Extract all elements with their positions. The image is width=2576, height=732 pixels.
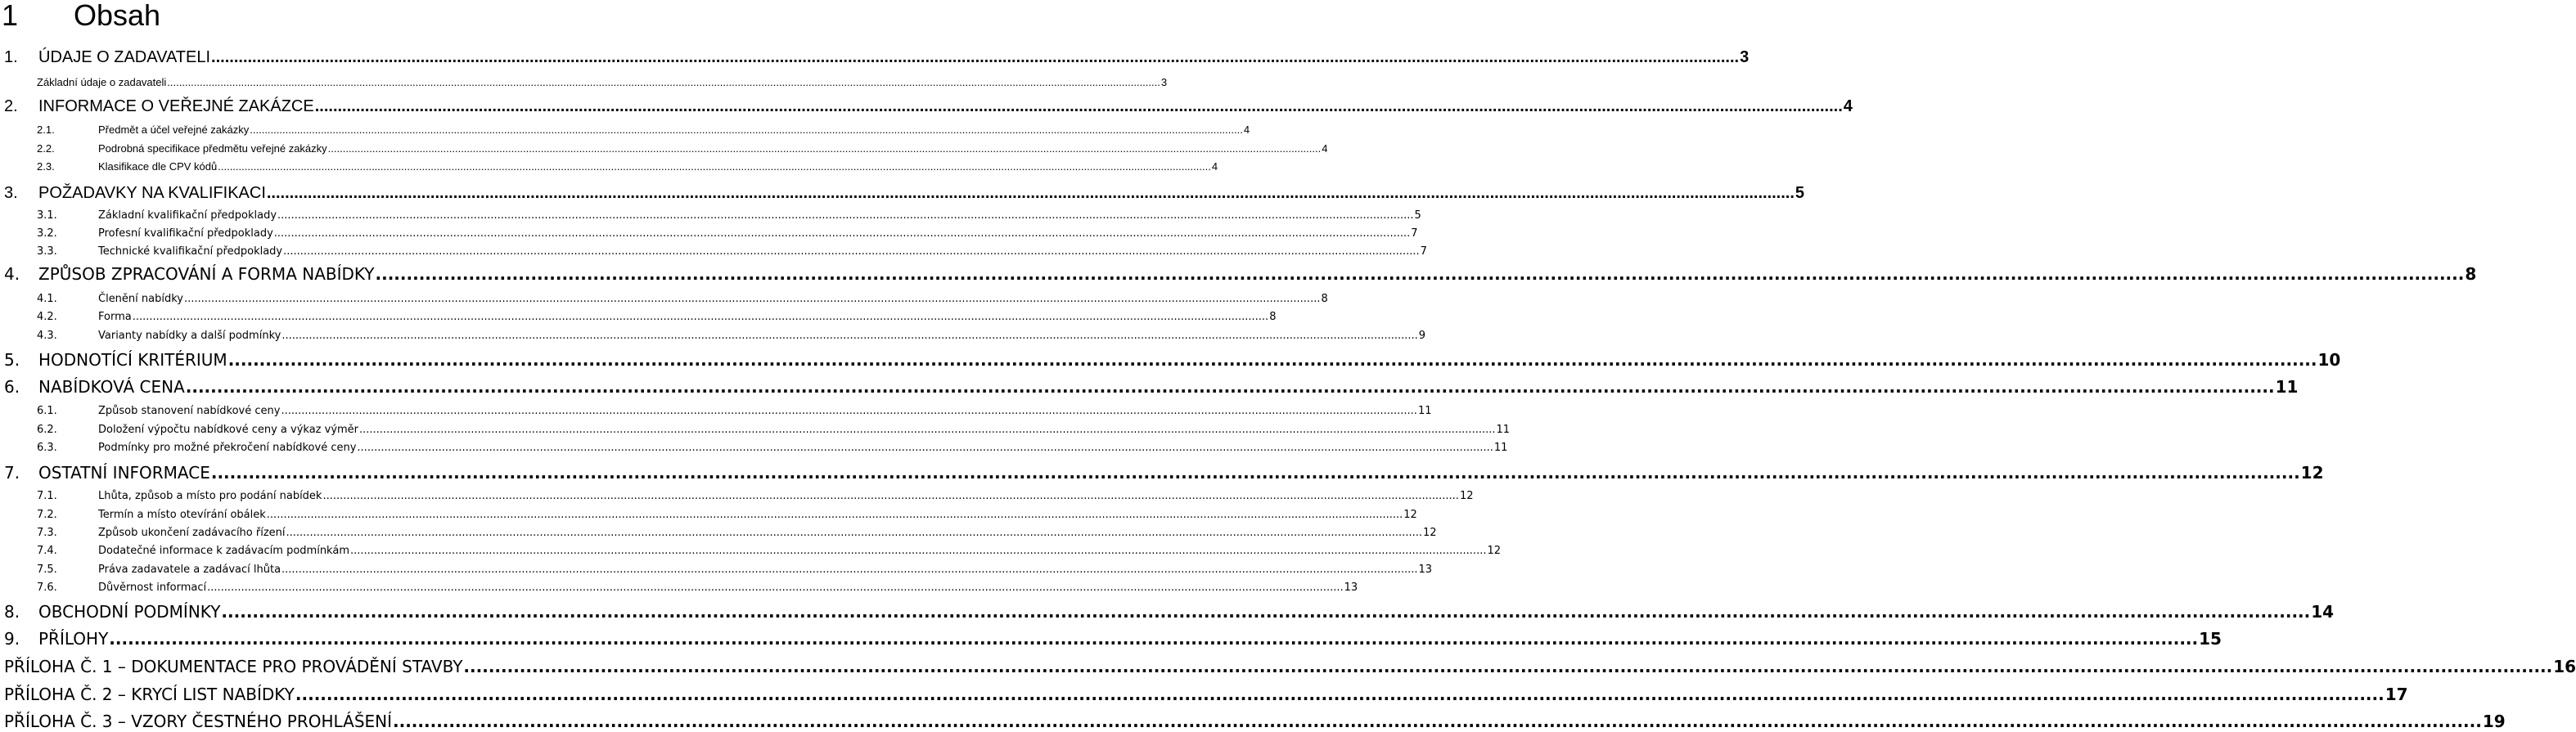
toc-entry-page: 11	[2275, 377, 2299, 397]
toc-entry-title: ÚDAJE O ZADAVATELI	[38, 48, 211, 66]
toc-entry[interactable]	[37, 581, 1358, 595]
toc-entry-page: 12	[1487, 545, 1502, 557]
toc-entry-page: 12	[1403, 509, 1417, 521]
toc-leader-dots	[221, 601, 2310, 622]
toc-entry-title: Podmínky pro možné překročení nabídkové ceny	[98, 442, 357, 454]
toc-entry-page: 7	[1420, 245, 1427, 258]
toc-leader-dots	[393, 711, 2482, 732]
toc-entry-number: 8.	[4, 602, 20, 622]
toc-entry-title: ZPŮSOB ZPRACOVÁNÍ A FORMA NABÍDKY	[38, 264, 375, 284]
toc-entry-page: 5	[1414, 209, 1421, 222]
toc-entry-number: 6.3.	[37, 442, 57, 454]
toc-leader-dots	[186, 376, 2275, 397]
toc-entry-page: 19	[2482, 712, 2506, 731]
toc-leader-dots	[281, 329, 1417, 344]
toc-leader-dots	[133, 310, 1268, 325]
toc-entry[interactable]	[37, 329, 1426, 344]
toc-entry-title: PŘÍLOHA Č. 1 – DOKUMENTACE PRO PROVÁDĚNÍ STAVBY	[4, 657, 463, 676]
toc-entry-page: 12	[1422, 527, 1437, 539]
toc-leader-dots	[228, 349, 2317, 370]
toc-entry[interactable]	[37, 209, 1421, 223]
toc-entry-number: 2.2.	[37, 142, 55, 155]
toc-entry[interactable]	[37, 404, 1432, 419]
toc-entry-page: 17	[2385, 685, 2408, 704]
toc-entry-page: 14	[2311, 602, 2335, 622]
toc-entry-title: OSTATNÍ INFORMACE	[38, 463, 210, 483]
toc-entry-page: 13	[1344, 582, 1358, 594]
toc-entry-number: 6.	[4, 377, 20, 397]
toc-entry-number: 7.3.	[37, 527, 57, 539]
toc-entry-title: Technické kvalifikační předpoklady	[98, 245, 283, 258]
toc-leader-dots	[357, 441, 1493, 456]
toc-entry-page: 11	[1493, 442, 1508, 454]
toc-entry-number: 7.1.	[37, 490, 57, 502]
toc-leader-dots	[109, 628, 2198, 649]
toc-leader-dots	[267, 508, 1403, 523]
toc-entry-page: 9	[1418, 330, 1426, 342]
toc-entry-number: 5.	[4, 350, 20, 370]
toc-entry[interactable]	[37, 423, 1511, 438]
toc-leader-dots	[283, 245, 1419, 259]
toc-entry-number: 2.	[4, 97, 18, 115]
toc-entry-title: PŘÍLOHA Č. 3 – VZORY ČESTNÉHO PROHLÁŠENÍ	[4, 712, 393, 731]
toc-entry[interactable]	[37, 441, 1508, 456]
toc-entry-page: 10	[2317, 350, 2341, 370]
toc-entry-number: 6.1.	[37, 405, 57, 417]
toc-entry[interactable]	[37, 310, 1277, 325]
toc-entry[interactable]	[4, 628, 2222, 649]
toc-leader-dots	[376, 263, 2465, 285]
toc-leader-dots	[463, 656, 2552, 677]
toc-entry-page: 7	[1411, 227, 1418, 240]
toc-entry-page: 8	[1269, 311, 1277, 323]
heading-number: 1	[2, 0, 19, 32]
toc-leader-dots	[267, 182, 1795, 204]
toc-entry-title: INFORMACE O VEŘEJNÉ ZAKÁZCE	[38, 97, 314, 115]
toc-entry-title: Profesní kvalifikační předpoklady	[98, 227, 273, 240]
toc-entry-page: 15	[2199, 629, 2222, 649]
toc-entry-number: 4.	[4, 264, 20, 284]
toc-entry-page: 4	[1843, 97, 1853, 115]
toc-entry-title: Práva zadavatele a zadávací lhůta	[98, 564, 281, 576]
toc-entry-title: OBCHODNÍ PODMÍNKY	[38, 602, 221, 622]
toc-leader-dots	[322, 489, 1458, 504]
toc-entry-appendix[interactable]	[4, 711, 2506, 732]
toc-entry-title: Dodatečné informace k zadávacím podmínkám	[98, 545, 349, 557]
toc-entry-title: Základní údaje o zadavateli	[37, 76, 167, 88]
toc-leader-dots	[315, 96, 1843, 117]
toc-leader-dots	[211, 462, 2300, 483]
toc-leader-dots	[281, 563, 1417, 577]
toc-entry[interactable]	[37, 75, 1168, 90]
toc-entry[interactable]	[37, 563, 1433, 577]
toc-entry-title: Důvěrnost informací	[98, 582, 207, 594]
toc-entry[interactable]	[37, 544, 1502, 559]
toc-entry-number: 1.	[4, 48, 18, 66]
toc-leader-dots	[350, 544, 1486, 559]
toc-entry-page: 4	[1211, 160, 1218, 173]
toc-leader-dots	[359, 423, 1495, 438]
toc-entry-title: Forma	[98, 311, 132, 323]
toc-entry-page: 16	[2553, 657, 2576, 676]
toc-entry-number: 6.2.	[37, 424, 57, 436]
toc-entry[interactable]	[37, 123, 1250, 137]
toc-entry-number: 7.	[4, 463, 20, 483]
toc-entry[interactable]	[37, 508, 1417, 523]
toc-entry[interactable]	[4, 349, 2341, 370]
toc-entry-title: POŽADAVKY NA KVALIFIKACI	[38, 184, 266, 202]
toc-leader-dots	[207, 581, 1343, 595]
toc-entry-title: Doložení výpočtu nabídkové ceny a výkaz výměr	[98, 424, 359, 436]
toc-leader-dots	[184, 292, 1320, 307]
toc-entry-number: 2.1.	[37, 123, 55, 136]
toc-entry-number: 4.1.	[37, 293, 57, 305]
toc-leader-dots	[274, 227, 1410, 241]
toc-entry[interactable]	[37, 489, 1474, 504]
toc-entry-page: 4	[1322, 142, 1328, 155]
toc-leader-dots	[250, 123, 1243, 137]
toc-leader-dots	[277, 209, 1413, 223]
toc-entry-title: Termín a místo otevírání obálek	[98, 509, 266, 521]
toc-entry-number: 3.	[4, 184, 18, 202]
toc-entry-page: 13	[1418, 564, 1433, 576]
toc-entry-title: Podrobná specifikace předmětu veřejné zakázky	[98, 142, 327, 155]
toc-entry-title: Členění nabídky	[98, 293, 183, 305]
toc-leader-dots	[167, 75, 1160, 90]
toc-entry[interactable]	[4, 47, 1750, 68]
toc-entry-number: 2.3.	[37, 160, 55, 173]
toc-leader-dots	[286, 526, 1422, 541]
toc-leader-dots	[281, 404, 1416, 419]
toc-entry-title: Lhůta, způsob a místo pro podání nabídek	[98, 490, 322, 502]
heading-text: Obsah	[74, 0, 161, 32]
toc-entry-appendix[interactable]	[4, 684, 2408, 705]
toc-leader-dots	[218, 159, 1211, 174]
toc-leader-dots	[211, 47, 1739, 68]
toc-entry-title: Způsob stanovení nabídkové ceny	[98, 405, 281, 417]
toc-entry[interactable]	[4, 601, 2335, 622]
toc-entry-number: 9.	[4, 629, 20, 649]
toc-entry-page: 11	[1417, 405, 1432, 417]
toc-entry-page: 12	[1459, 490, 1474, 502]
toc-entry[interactable]	[4, 462, 2324, 483]
toc-entry[interactable]	[4, 182, 1805, 204]
toc-entry[interactable]	[4, 376, 2299, 397]
toc-entry-page: 3	[1160, 76, 1168, 88]
toc-leader-dots	[295, 684, 2385, 705]
toc-entry-number: 3.2.	[37, 227, 57, 240]
toc-entry-page: 8	[2465, 264, 2477, 284]
toc-entry-number: 4.3.	[37, 330, 57, 342]
toc-entry-number: 7.4.	[37, 545, 57, 557]
toc-entry[interactable]	[37, 141, 1328, 156]
toc-entry-title: Varianty nabídky a další podmínky	[98, 330, 281, 342]
toc-entry-number: 4.2.	[37, 311, 57, 323]
toc-entry[interactable]	[37, 227, 1418, 241]
toc-entry[interactable]	[4, 96, 1853, 117]
toc-entry-title: PŘÍLOHY	[38, 629, 109, 649]
toc-entry-page: 11	[1496, 424, 1511, 436]
toc-entry-title: Předmět a účel veřejné zakázky	[98, 123, 250, 136]
toc-entry-title: PŘÍLOHA Č. 2 – KRYCÍ LIST NABÍDKY	[4, 685, 295, 704]
toc-entry[interactable]	[37, 159, 1218, 174]
toc-entry[interactable]	[37, 245, 1427, 259]
toc-entry-number: 7.2.	[37, 509, 57, 521]
toc-entry-page: 12	[2300, 463, 2324, 483]
toc-entry-number: 3.3.	[37, 245, 57, 258]
toc-entry-title: Klasifikace dle CPV kódů	[98, 160, 218, 173]
toc-entry-page: 5	[1795, 184, 1805, 202]
toc-entry-title: Způsob ukončení zadávacího řízení	[98, 527, 286, 539]
toc-entry-appendix[interactable]	[4, 656, 2576, 677]
toc-entry-number: 7.5.	[37, 564, 57, 576]
toc-entry-page: 8	[1321, 293, 1328, 305]
toc-entry-title: NABÍDKOVÁ CENA	[38, 377, 185, 397]
toc-entry-number: 3.1.	[37, 209, 57, 222]
toc-entry[interactable]	[37, 526, 1437, 541]
toc-entry[interactable]	[4, 263, 2477, 285]
toc-entry[interactable]	[37, 292, 1328, 307]
toc-leader-dots	[328, 141, 1322, 156]
toc-entry-page: 4	[1243, 123, 1250, 136]
toc-entry-page: 3	[1740, 48, 1750, 66]
toc-entry-title: HODNOTÍCÍ KRITÉRIUM	[38, 350, 227, 370]
toc-entry-title: Základní kvalifikační předpoklady	[98, 209, 277, 222]
toc-entry-number: 7.6.	[37, 582, 57, 594]
page-title	[2, 0, 160, 33]
